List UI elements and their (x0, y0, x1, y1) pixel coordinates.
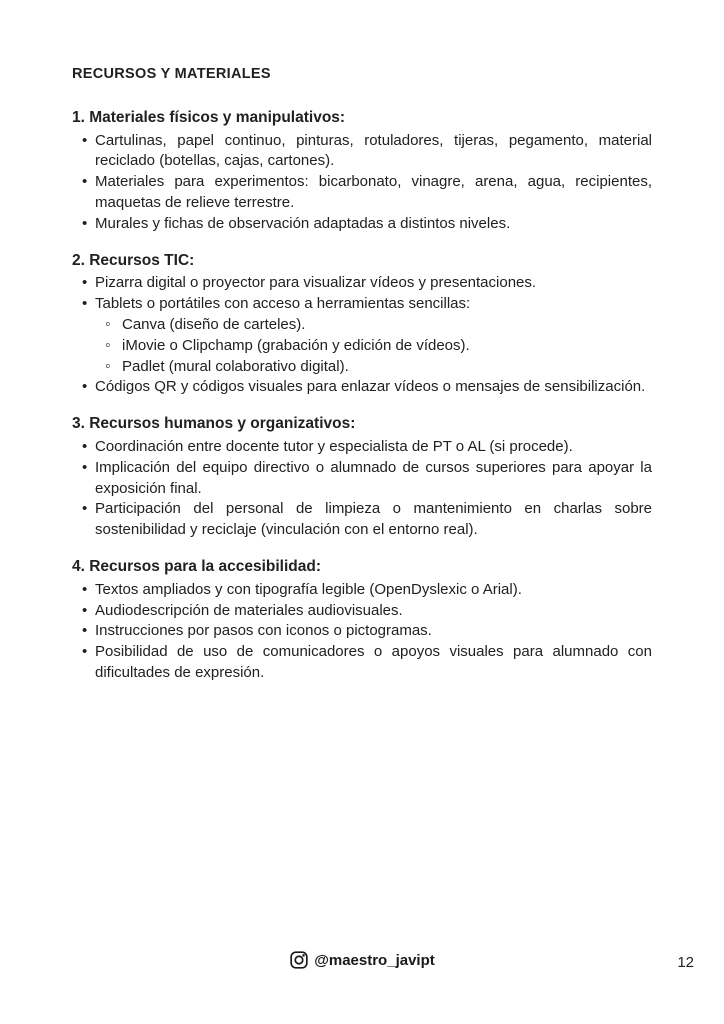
page-title: RECURSOS Y MATERIALES (72, 66, 271, 82)
list-item-text: Instrucciones por pasos con iconos o pictogramas. (95, 622, 432, 640)
list-item (72, 499, 652, 541)
list-item-text: iMovie o Clipchamp (grabación y edición de vídeos). (122, 336, 470, 354)
section-heading: 1. Materiales físicos y manipulativos: (72, 108, 346, 126)
list-item-text: Canva (diseño de carteles). (122, 315, 306, 333)
list-item-text: Pizarra digital o proyector para visualizar vídeos y presentaciones. (95, 274, 537, 292)
bullet-icon: • (82, 437, 88, 455)
list-item (72, 437, 652, 458)
circle-bullet-icon: ◦ (105, 336, 111, 354)
list-item-text: Materiales para experimentos: bicarbonato, vinagre, arena, agua, recipientes, maquetas de relieve terrestre. (95, 173, 652, 211)
bullet-icon: • (82, 274, 88, 292)
bullet-icon: • (82, 500, 88, 518)
list-item (72, 642, 652, 684)
document-body (72, 108, 652, 684)
list-item-text: Tablets o portátiles con acceso a herramientas sencillas: (95, 295, 471, 313)
list-item (72, 294, 652, 315)
list-item (72, 621, 652, 642)
list-item-text: Participación del personal de limpieza o mantenimiento en charlas sobre sostenibilidad y reciclaje (vinculación con el entorno real). (95, 500, 652, 539)
list-item-text: Implicación del equipo directivo o alumnado de cursos superiores para apoyar la exposición final. (95, 458, 652, 497)
list-item (72, 377, 652, 398)
bullet-icon: • (82, 601, 88, 619)
instagram-handle (0, 950, 724, 970)
bullet-icon: • (82, 378, 88, 396)
list-item-text: Audiodescripción de materiales audiovisuales. (95, 601, 403, 619)
bullet-icon: • (82, 580, 88, 598)
list-item (72, 131, 652, 173)
sub-list-item (72, 357, 652, 378)
page-number: 12 (677, 954, 694, 971)
list-item (72, 580, 652, 601)
bullet-icon: • (82, 295, 88, 313)
bullet-icon: • (82, 458, 88, 476)
list-item-text: Murales y fichas de observación adaptadas a distintos niveles. (95, 214, 511, 232)
section (72, 557, 652, 684)
list-item-text: Posibilidad de uso de comunicadores o apoyos visuales para alumnado con dificultades de expresión. (95, 643, 652, 681)
circle-bullet-icon: ◦ (105, 357, 111, 375)
sub-list-item (72, 315, 652, 336)
sub-list-item (72, 336, 652, 357)
section (72, 414, 652, 541)
list-item-text: Coordinación entre docente tutor y especialista de PT o AL (si procede). (95, 437, 573, 455)
section (72, 251, 652, 399)
bullet-icon: • (82, 131, 88, 149)
list-item-text: Textos ampliados y con tipografía legible (OpenDyslexic o Arial). (95, 580, 522, 598)
page-footer (0, 950, 724, 980)
bullet-icon: • (82, 622, 88, 640)
section-heading: 3. Recursos humanos y organizativos: (72, 415, 356, 433)
instagram-icon (289, 950, 309, 970)
list-item (72, 273, 652, 294)
list-item (72, 601, 652, 622)
section (72, 108, 652, 235)
list-item (72, 214, 652, 235)
list-item-text: Cartulinas, papel continuo, pinturas, rotuladores, tijeras, pegamento, material reciclado (botellas, cajas, cartones). (95, 131, 652, 170)
list-item (72, 458, 652, 500)
section-heading: 4. Recursos para la accesibilidad: (72, 557, 321, 575)
list-item-text: Códigos QR y códigos visuales para enlazar vídeos o mensajes de sensibilización. (95, 378, 646, 396)
list-item (72, 172, 652, 214)
bullet-icon: • (82, 173, 88, 191)
list-item-text: Padlet (mural colaborativo digital). (122, 357, 349, 375)
bullet-icon: • (82, 643, 88, 661)
instagram-handle-text: @maestro_javipt (314, 951, 435, 969)
section-heading: 2. Recursos TIC: (72, 251, 195, 269)
bullet-icon: • (82, 214, 88, 232)
circle-bullet-icon: ◦ (105, 315, 111, 333)
